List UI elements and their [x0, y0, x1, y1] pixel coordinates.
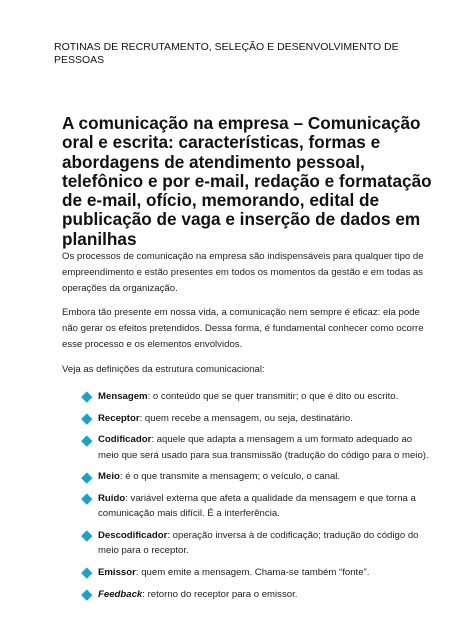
list-item [82, 469, 432, 484]
document-header: ROTINAS DE RECRUTAMENTO, SELEÇÃO E DESENVOLVIMENTO DE PESSOAS [54, 41, 399, 66]
definition-text: : retorno do receptor para o emissor. [142, 588, 298, 600]
definition-text: : quem recebe a mensagem, ou seja, destinatário. [139, 412, 353, 424]
diamond-bullet-icon [81, 392, 92, 403]
diamond-bullet-icon [81, 414, 92, 425]
definition-text: : operação inversa à de codificação; tradução do código do meio para o receptor. [98, 529, 419, 557]
diamond-bullet-icon [81, 494, 92, 505]
definition-term: Emissor [98, 566, 136, 578]
diamond-bullet-icon [81, 531, 92, 542]
diamond-bullet-icon [81, 589, 92, 600]
definitions-lead-paragraph: Veja as definições da estrutura comunicacional: [62, 364, 265, 375]
definition-term: Codificador [98, 434, 152, 446]
definition-term: Feedback [98, 588, 143, 600]
definition-term: Meio [98, 471, 120, 483]
definition-term: Mensagem [98, 391, 148, 402]
definition-text: : o conteúdo que se quer transmitir; o que é dito ou escrito. [147, 391, 399, 402]
list-item [82, 432, 432, 462]
list-item [82, 411, 432, 426]
intro-paragraph: Os processos de comunicação na empresa são indispensáveis para qualquer tipo de empreendimento e estão presentes em todos os momentos da gestão e em todas as operações da organização. [62, 251, 424, 295]
definition-term: Receptor [98, 412, 140, 424]
definition-text: : é o que transmite a mensagem; o veículo, o canal. [119, 471, 341, 483]
list-item [82, 491, 432, 521]
list-item [82, 528, 432, 558]
page-title: A comunicação na empresa – Comunicação oral e escrita: características, formas e abordagens de atendimento pessoal, telefônico e por e-mail, redação e formatação de e-mail, ofício, memorando, edital de publicação de vaga e inserção de dados em planilhas [62, 113, 432, 249]
diamond-bullet-icon [81, 472, 92, 483]
definition-text: : aquele que adapta a mensagem a um formato adequado ao meio que será usado para sua transmissão (tradução do código para o meio). [98, 434, 429, 461]
definition-text: : variável externa que afeta a qualidade da mensagem e que torna a comunicação mais difícil. É a interferência. [98, 493, 416, 520]
list-item [82, 587, 432, 602]
definition-term: Ruído [98, 493, 126, 505]
diamond-bullet-icon [81, 568, 92, 579]
list-item [82, 389, 432, 404]
diamond-bullet-icon [81, 435, 92, 446]
effectiveness-paragraph: Embora tão presente em nossa vida, a comunicação nem sempre é eficaz: ela pode não gerar os efeitos pretendidos. Dessa forma, é fundamental conhecer como ocorre esse processo e os elementos envolvidos. [62, 307, 424, 351]
definitions-list [82, 389, 432, 608]
definition-text: : quem emite a mensagem. Chama-se também “fonte”. [135, 566, 370, 578]
list-item [82, 565, 432, 580]
definition-term: Descodificador [98, 529, 168, 541]
